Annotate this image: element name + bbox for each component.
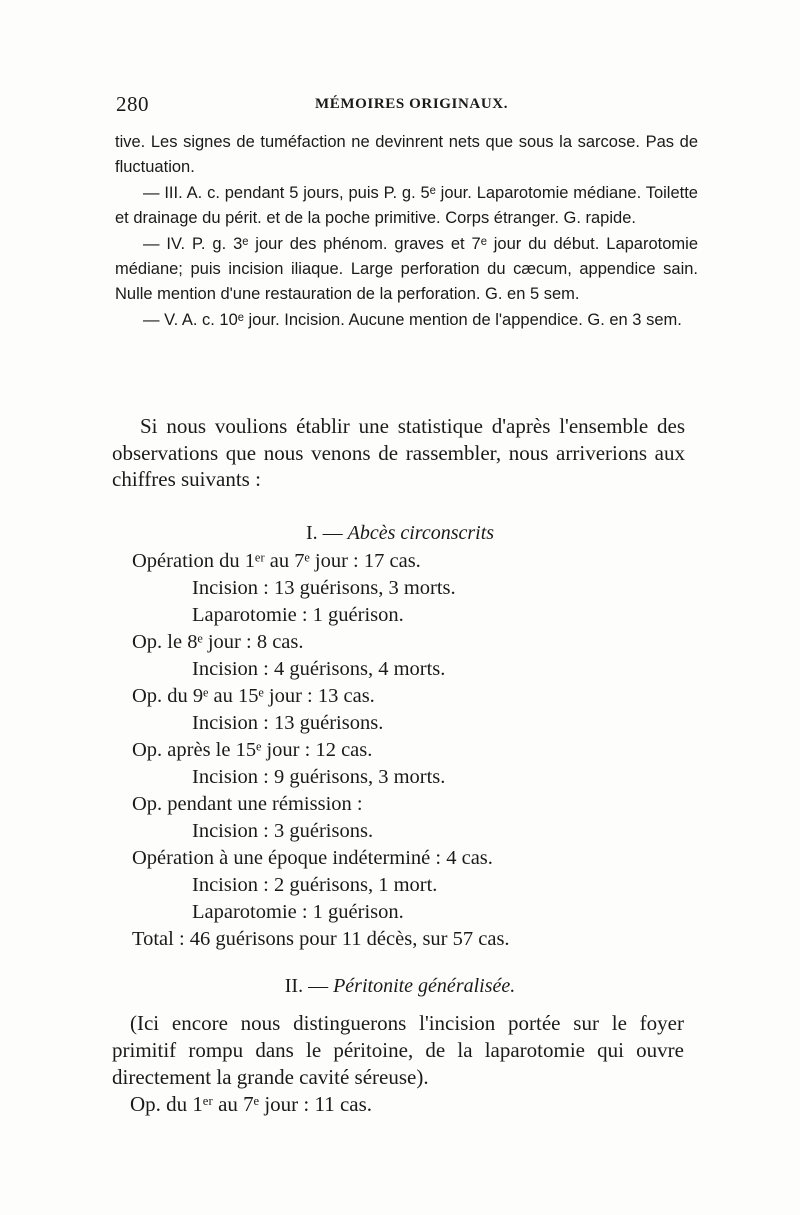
stat-line: Incision : 13 guérisons. <box>192 712 384 734</box>
stat-line: Op. pendant une rémission : <box>132 793 363 815</box>
intro-paragraph: Si nous voulions établir une statistique d'après l'ensemble des observations que nous venons de rassembler, nous arriverions aux chiffres suivants : <box>112 414 685 491</box>
case-note-iii: — III. A. c. pendant 5 jours, puis P. g. 5ᵉ jour. Laparotomie médiane. Toilette et drainage du périt. et de la poche primitive. Corps étranger. G. rapide. <box>115 183 698 228</box>
section-2-body <box>112 1010 684 1118</box>
case-notes <box>115 130 698 333</box>
stat-line: Incision : 4 guérisons, 4 morts. <box>192 658 446 680</box>
case-note-v: — V. A. c. 10ᵉ jour. Incision. Aucune mention de l'appendice. G. en 3 sem. <box>143 310 682 329</box>
section-2-first-line: Op. du 1ᵉʳ au 7ᵉ jour : 11 cas. <box>130 1092 373 1116</box>
case-note-iv: — IV. P. g. 3ᵉ jour des phénom. graves et 7ᵉ jour du début. Laparotomie médiane; puis incision iliaque. Large perforation du cæcum, appendice sain. Nulle mention d'une restauration de la perforation. G. en 5 sem. <box>115 234 698 304</box>
section-1-number: I. — <box>305 522 343 544</box>
stat-total-line: Total : 46 guérisons pour 11 décès, sur 57 cas. <box>132 928 510 950</box>
stat-line: Laparotomie : 1 guérison. <box>192 901 404 923</box>
page-header <box>110 92 700 122</box>
section-2-title: Péritonite généralisée. <box>333 975 516 997</box>
section-1-title: Abcès circonscrits <box>347 522 495 544</box>
section-heading-2 <box>0 975 800 998</box>
stat-line: Op. après le 15ᵉ jour : 12 cas. <box>132 739 373 761</box>
stat-line: Laparotomie : 1 guérison. <box>192 604 404 626</box>
running-head: MÉMOIRES ORIGINAUX. <box>315 96 509 112</box>
stat-line: Incision : 13 guérisons, 3 morts. <box>192 577 456 599</box>
stat-line: Op. le 8ᵉ jour : 8 cas. <box>132 631 304 653</box>
section-heading-1 <box>0 522 800 545</box>
page-number: 280 <box>116 92 149 116</box>
case-note-continuation: tive. Les signes de tuméfaction ne devinrent nets que sous la sarcose. Pas de fluctuation. <box>115 133 698 177</box>
stat-line: Opération du 1ᵉʳ au 7ᵉ jour : 17 cas. <box>132 550 421 572</box>
section-2-number: II. — <box>284 975 329 997</box>
stat-line: Incision : 9 guérisons, 3 morts. <box>192 766 446 788</box>
section-2-paragraph: (Ici encore nous distinguerons l'incision portée sur le foyer primitif rompu dans le péritoine, de la laparotomie qui ouvre directement la grande cavité séreuse). <box>112 1011 684 1089</box>
stat-line: Op. du 9ᵉ au 15ᵉ jour : 13 cas. <box>132 685 375 707</box>
intro-block <box>112 413 685 493</box>
stat-line: Incision : 2 guérisons, 1 mort. <box>192 874 438 896</box>
stat-line: Incision : 3 guérisons. <box>192 820 374 842</box>
stat-line: Opération à une époque indéterminé : 4 cas. <box>132 847 493 869</box>
